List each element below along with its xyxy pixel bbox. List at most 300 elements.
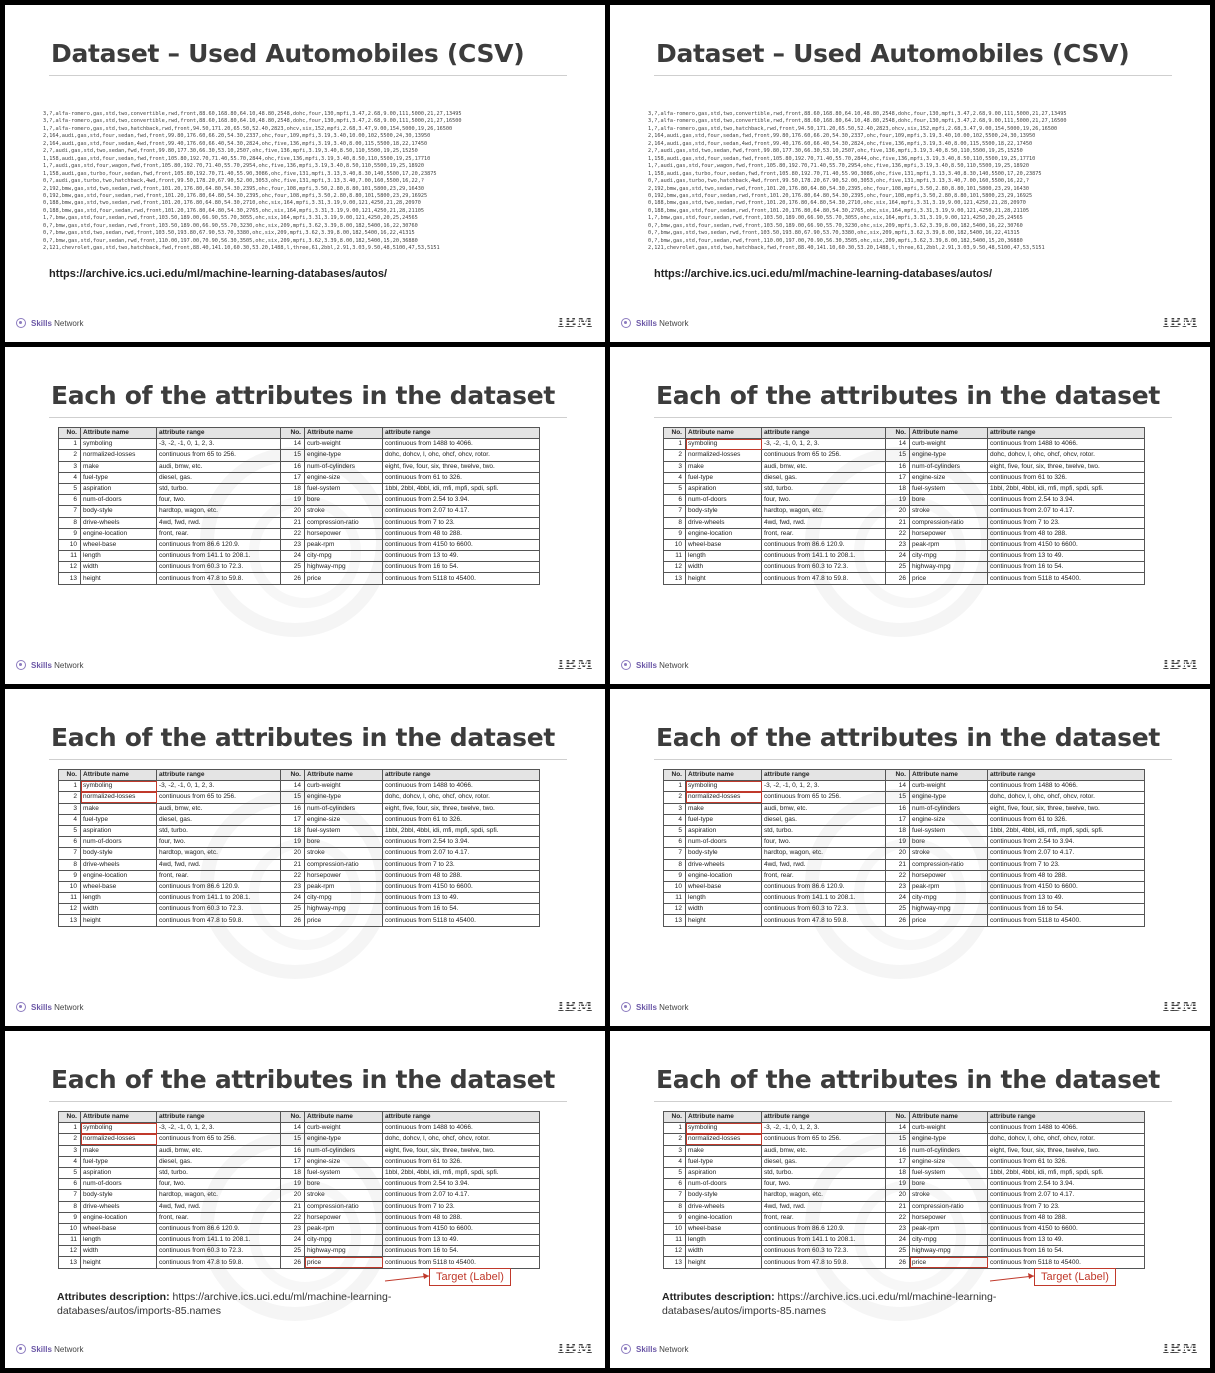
table-cell: audi, bmw, etc. bbox=[157, 461, 281, 472]
title-divider bbox=[49, 417, 567, 418]
table-cell: -3, -2, -1, 0, 1, 2, 3. bbox=[157, 1123, 281, 1134]
column-header: No. bbox=[59, 428, 81, 439]
slide-title: Each of the attributes in the dataset bbox=[51, 381, 556, 410]
table-cell: continuous from 5118 to 45400. bbox=[988, 915, 1145, 926]
table-cell: drive-wheels bbox=[686, 859, 762, 870]
table-cell: 18 bbox=[886, 1167, 910, 1178]
table-cell: 3 bbox=[664, 461, 686, 472]
table-cell: drive-wheels bbox=[81, 859, 157, 870]
table-cell: continuous from 13 to 49. bbox=[383, 893, 540, 904]
table-cell: engine-location bbox=[686, 870, 762, 881]
table-cell: continuous from 5118 to 45400. bbox=[383, 1257, 540, 1268]
table-cell: normalized-losses bbox=[81, 792, 157, 803]
table-row bbox=[59, 781, 540, 792]
footer-brand: Skills bbox=[31, 1002, 52, 1012]
table-cell: 2 bbox=[59, 792, 81, 803]
csv-row: 1,?,bmw,gas,std,four,sedan,rwd,front,103.50,189.00,66.90,55.70,3055,ohc,six,164,mpfi,3.31,3.19,9.00,121,4250,20,25,24565 bbox=[43, 215, 418, 222]
table-cell: num-of-cylinders bbox=[910, 461, 988, 472]
column-header: No. bbox=[281, 428, 305, 439]
table-cell: aspiration bbox=[81, 483, 157, 494]
table-cell: num-of-cylinders bbox=[305, 461, 383, 472]
table-row bbox=[664, 1179, 1145, 1190]
table-cell: continuous from 60.3 to 72.3. bbox=[157, 904, 281, 915]
table-cell: curb-weight bbox=[910, 439, 988, 450]
table-cell: 4 bbox=[59, 814, 81, 825]
table-cell: 7 bbox=[664, 506, 686, 517]
slide-title: Each of the attributes in the dataset bbox=[51, 723, 556, 752]
table-cell: aspiration bbox=[686, 1167, 762, 1178]
table-cell: fuel-type bbox=[686, 1156, 762, 1167]
table-cell: peak-rpm bbox=[910, 881, 988, 892]
table-cell: 6 bbox=[59, 495, 81, 506]
table-cell: continuous from 2.54 to 3.94. bbox=[988, 495, 1145, 506]
table-cell: continuous from 47.8 to 59.8. bbox=[157, 573, 281, 584]
column-header: No. bbox=[664, 770, 686, 781]
attributes-description bbox=[57, 1291, 417, 1318]
table-cell: 13 bbox=[59, 573, 81, 584]
table-cell: body-style bbox=[686, 1190, 762, 1201]
table-cell: engine-location bbox=[81, 528, 157, 539]
csv-row: 0,?,bmw,gas,std,four,sedan,rwd,front,103.50,189.00,66.90,55.70,3230,ohc,six,209,mpfi,3.62,3.39,8.00,182,5400,16,22,30760 bbox=[43, 222, 418, 229]
table-cell: continuous from 141.1 to 208.1. bbox=[762, 551, 886, 562]
table-cell: fuel-type bbox=[81, 814, 157, 825]
table-cell: 22 bbox=[886, 870, 910, 881]
table-cell: curb-weight bbox=[910, 1123, 988, 1134]
table-cell: eight, five, four, six, three, twelve, two. bbox=[383, 1145, 540, 1156]
table-row bbox=[59, 1257, 540, 1268]
table-cell: highway-mpg bbox=[305, 562, 383, 573]
table-row bbox=[664, 848, 1145, 859]
column-header: Attribute name bbox=[305, 1112, 383, 1123]
csv-row: 2,192,bmw,gas,std,two,sedan,rwd,front,101.20,176.80,64.80,54.30,2395,ohc,four,108,mpfi,3.50,2.80,8.80,101,5800,23,29,16430 bbox=[43, 185, 425, 192]
footer-brand: Skills bbox=[636, 318, 657, 328]
table-row bbox=[664, 562, 1145, 573]
table-cell: 4wd, fwd, rwd. bbox=[762, 859, 886, 870]
table-cell: 1 bbox=[664, 1123, 686, 1134]
ibm-logo: IBM bbox=[557, 657, 593, 673]
table-cell: 19 bbox=[886, 495, 910, 506]
table-cell: four, two. bbox=[762, 837, 886, 848]
table-cell: continuous from 47.8 to 59.8. bbox=[762, 573, 886, 584]
table-cell: body-style bbox=[686, 506, 762, 517]
footer-brand: Skills bbox=[636, 1344, 657, 1354]
table-cell: hardtop, wagon, etc. bbox=[762, 1190, 886, 1201]
table-row bbox=[59, 1223, 540, 1234]
table-row bbox=[664, 483, 1145, 494]
table-cell: highway-mpg bbox=[305, 904, 383, 915]
table-row bbox=[664, 539, 1145, 550]
table-cell: engine-type bbox=[910, 792, 988, 803]
table-cell: continuous from 2.54 to 3.94. bbox=[988, 837, 1145, 848]
table-cell: num-of-cylinders bbox=[305, 1145, 383, 1156]
table-cell: normalized-losses bbox=[686, 792, 762, 803]
footer-network: Network bbox=[659, 660, 689, 670]
table-cell: 1bbl, 2bbl, 4bbl, idi, mfi, mpfi, spdi, spfi. bbox=[383, 1167, 540, 1178]
table-cell: fuel-type bbox=[81, 1156, 157, 1167]
table-cell: continuous from 7 to 23. bbox=[988, 859, 1145, 870]
table-cell: 16 bbox=[886, 803, 910, 814]
table-cell: compression-ratio bbox=[305, 517, 383, 528]
csv-row: 1,158,audi,gas,std,four,sedan,fwd,front,105.80,192.70,71.40,55.70,2844,ohc,five,136,mpfi,3.19,3.40,8.50,110,5500,19,25,17710 bbox=[648, 155, 1036, 162]
column-header: No. bbox=[886, 428, 910, 439]
table-cell: continuous from 48 to 288. bbox=[383, 870, 540, 881]
table-cell: 4 bbox=[59, 472, 81, 483]
table-row bbox=[664, 1156, 1145, 1167]
table-cell: 7 bbox=[664, 848, 686, 859]
table-cell: 2 bbox=[664, 450, 686, 461]
table-cell: continuous from 65 to 256. bbox=[157, 792, 281, 803]
table-cell: 11 bbox=[664, 1235, 686, 1246]
table-cell: wheel-base bbox=[686, 1223, 762, 1234]
table-cell: num-of-cylinders bbox=[910, 1145, 988, 1156]
skills-network-icon bbox=[621, 1002, 631, 1012]
csv-row: 1,158,audi,gas,turbo,four,sedan,fwd,front,105.80,192.70,71.40,55.90,3086,ohc,five,131,mpfi,3.13,3.40,8.30,140,5500,17,20,23875 bbox=[43, 170, 437, 177]
table-cell: continuous from 86.6 120.9. bbox=[762, 1223, 886, 1234]
csv-row: 2,164,audi,gas,std,four,sedan,fwd,front,99.80,176.60,66.20,54.30,2337,ohc,four,109,mpfi,3.19,3.40,10.00,102,5500,24,30,13950 bbox=[648, 133, 1036, 140]
table-cell: 12 bbox=[664, 1246, 686, 1257]
description-url[interactable]: https://archive.ics.uci.edu/ml/machine-learning-databases/autos/imports-85.names bbox=[57, 1291, 392, 1317]
table-cell: continuous from 86.6 120.9. bbox=[762, 881, 886, 892]
table-row bbox=[664, 506, 1145, 517]
csv-row: 3,?,alfa-romero,gas,std,two,convertible,rwd,front,88.60,168.80,64.10,48.80,2548,dohc,four,130,mpfi,3.47,2.68,9.00,111,5000,21,27,16500 bbox=[648, 118, 1067, 125]
table-cell: 6 bbox=[59, 1179, 81, 1190]
table-cell: engine-location bbox=[686, 528, 762, 539]
table-cell: 25 bbox=[281, 562, 305, 573]
table-cell: continuous from 141.1 to 208.1. bbox=[157, 1235, 281, 1246]
csv-row: 3,?,alfa-romero,gas,std,two,convertible,rwd,front,88.60,168.80,64.10,48.80,2548,dohc,four,130,mpfi,3.47,2.68,9.00,111,5000,21,27,13495 bbox=[648, 111, 1067, 117]
attributes-table bbox=[58, 769, 540, 927]
table-cell: continuous from 1488 to 4066. bbox=[988, 781, 1145, 792]
table-cell: eight, five, four, six, three, twelve, two. bbox=[988, 803, 1145, 814]
table-cell: height bbox=[81, 573, 157, 584]
table-cell: 6 bbox=[664, 837, 686, 848]
table-cell: price bbox=[910, 573, 988, 584]
table-cell: 17 bbox=[886, 472, 910, 483]
table-row bbox=[664, 450, 1145, 461]
table-cell: 25 bbox=[886, 904, 910, 915]
table-header-row bbox=[59, 770, 540, 781]
table-cell: continuous from 86.6 120.9. bbox=[157, 539, 281, 550]
column-header: attribute range bbox=[157, 1112, 281, 1123]
table-cell: 25 bbox=[281, 1246, 305, 1257]
table-cell: engine-type bbox=[305, 792, 383, 803]
slide-attributes bbox=[610, 1031, 1210, 1368]
table-cell: normalized-losses bbox=[686, 1134, 762, 1145]
table-cell: height bbox=[686, 1257, 762, 1268]
table-cell: continuous from 86.6 120.9. bbox=[157, 1223, 281, 1234]
table-cell: 4 bbox=[664, 1156, 686, 1167]
skills-network-logo bbox=[16, 318, 83, 328]
csv-row: 0,?,bmw,gas,std,four,sedan,rwd,front,103.50,189.00,66.90,55.70,3230,ohc,six,209,mpfi,3.62,3.39,8.00,182,5400,16,22,30760 bbox=[648, 222, 1023, 229]
table-row bbox=[59, 562, 540, 573]
table-cell: continuous from 61 to 326. bbox=[383, 814, 540, 825]
table-cell: continuous from 7 to 23. bbox=[988, 1201, 1145, 1212]
table-cell: continuous from 7 to 23. bbox=[988, 517, 1145, 528]
table-cell: 22 bbox=[281, 1212, 305, 1223]
csv-row: 1,?,alfa-romero,gas,std,two,hatchback,rwd,front,94.50,171.20,65.50,52.40,2823,ohcv,six,152,mpfi,2.68,3.47,9.00,154,5000,19,26,16500 bbox=[43, 125, 453, 132]
table-cell: width bbox=[81, 562, 157, 573]
table-cell: 20 bbox=[886, 848, 910, 859]
table-cell: bore bbox=[305, 1179, 383, 1190]
table-cell: continuous from 60.3 to 72.3. bbox=[157, 1246, 281, 1257]
csv-row: 1,?,bmw,gas,std,four,sedan,rwd,front,103.50,189.00,66.90,55.70,3055,ohc,six,164,mpfi,3.31,3.19,9.00,121,4250,20,25,24565 bbox=[648, 215, 1023, 222]
csv-row: 2,121,chevrolet,gas,std,two,hatchback,fwd,front,88.40,141.10,60.30,53.20,1488,l,three,61,2bbl,2.91,3.03,9.50,48,5100,47,53,5151 bbox=[648, 245, 1045, 252]
footer-brand: Skills bbox=[636, 1002, 657, 1012]
table-cell: engine-size bbox=[910, 1156, 988, 1167]
csv-row: 0,?,audi,gas,turbo,two,hatchback,4wd,front,99.50,178.20,67.90,52.00,3053,ohc,five,131,mpfi,3.13,3.40,7.00,160,5500,16,22,? bbox=[648, 178, 1030, 185]
table-cell: continuous from 61 to 326. bbox=[988, 814, 1145, 825]
table-cell: front, rear. bbox=[762, 528, 886, 539]
table-cell: continuous from 1488 to 4066. bbox=[383, 439, 540, 450]
table-cell: engine-type bbox=[910, 450, 988, 461]
column-header: attribute range bbox=[988, 1112, 1145, 1123]
table-cell: four, two. bbox=[157, 837, 281, 848]
table-cell: 2 bbox=[59, 1134, 81, 1145]
ibm-logo: IBM bbox=[1162, 315, 1198, 331]
csv-row: 2,121,chevrolet,gas,std,two,hatchback,fwd,front,88.40,141.10,60.30,53.20,1488,l,three,61,2bbl,2.91,3.03,9.50,48,5100,47,53,5151 bbox=[43, 245, 440, 252]
table-cell: 9 bbox=[59, 1212, 81, 1223]
title-divider bbox=[654, 75, 1172, 76]
csv-row: 3,?,alfa-romero,gas,std,two,convertible,rwd,front,88.60,168.80,64.10,48.80,2548,dohc,four,130,mpfi,3.47,2.68,9.00,111,5000,21,27,16500 bbox=[43, 118, 462, 125]
table-row bbox=[59, 792, 540, 803]
skills-network-icon bbox=[16, 1002, 26, 1012]
table-cell: engine-size bbox=[305, 1156, 383, 1167]
table-row bbox=[664, 1123, 1145, 1134]
table-cell: 24 bbox=[886, 551, 910, 562]
csv-row: 0,?,bmw,gas,std,four,sedan,rwd,front,110.00,197.00,70.90,56.30,3505,ohc,six,209,mpfi,3.62,3.39,8.00,182,5400,15,20,36880 bbox=[648, 237, 1023, 244]
table-cell: continuous from 65 to 256. bbox=[762, 792, 886, 803]
column-header: Attribute name bbox=[910, 1112, 988, 1123]
table-cell: 1bbl, 2bbl, 4bbl, idi, mfi, mpfi, spdi, spfi. bbox=[988, 825, 1145, 836]
table-cell: fuel-system bbox=[305, 483, 383, 494]
title-divider bbox=[654, 417, 1172, 418]
table-cell: 14 bbox=[281, 1123, 305, 1134]
column-header: No. bbox=[664, 428, 686, 439]
slide-dataset bbox=[5, 5, 605, 342]
table-cell: 14 bbox=[886, 1123, 910, 1134]
table-cell: compression-ratio bbox=[305, 1201, 383, 1212]
column-header: Attribute name bbox=[305, 770, 383, 781]
table-cell: stroke bbox=[910, 848, 988, 859]
table-cell: 9 bbox=[664, 528, 686, 539]
table-cell: city-mpg bbox=[910, 893, 988, 904]
table-row bbox=[664, 472, 1145, 483]
table-row bbox=[59, 848, 540, 859]
table-cell: 23 bbox=[886, 1223, 910, 1234]
table-cell: dohc, dohcv, l, ohc, ohcf, ohcv, rotor. bbox=[988, 792, 1145, 803]
table-cell: 19 bbox=[886, 1179, 910, 1190]
column-header: attribute range bbox=[157, 428, 281, 439]
table-cell: width bbox=[686, 1246, 762, 1257]
table-cell: -3, -2, -1, 0, 1, 2, 3. bbox=[157, 781, 281, 792]
table-cell: 11 bbox=[59, 551, 81, 562]
table-cell: hardtop, wagon, etc. bbox=[157, 506, 281, 517]
table-cell: continuous from 86.6 120.9. bbox=[762, 539, 886, 550]
table-cell: continuous from 141.1 to 208.1. bbox=[762, 893, 886, 904]
csv-row: 3,?,alfa-romero,gas,std,two,convertible,rwd,front,88.60,168.80,64.10,48.80,2548,dohc,four,130,mpfi,3.47,2.68,9.00,111,5000,21,27,13495 bbox=[43, 111, 462, 117]
table-cell: symboling bbox=[686, 439, 762, 450]
table-cell: height bbox=[686, 573, 762, 584]
table-cell: 19 bbox=[886, 837, 910, 848]
column-header: attribute range bbox=[383, 1112, 540, 1123]
table-cell: 17 bbox=[281, 1156, 305, 1167]
table-cell: diesel, gas. bbox=[157, 472, 281, 483]
skills-network-logo bbox=[16, 1002, 83, 1012]
table-cell: 21 bbox=[281, 1201, 305, 1212]
table-cell: continuous from 5118 to 45400. bbox=[988, 1257, 1145, 1268]
table-cell: 5 bbox=[664, 483, 686, 494]
ibm-logo: IBM bbox=[1162, 999, 1198, 1015]
table-header-row bbox=[59, 428, 540, 439]
column-header: Attribute name bbox=[81, 1112, 157, 1123]
description-url[interactable]: https://archive.ics.uci.edu/ml/machine-learning-databases/autos/imports-85.names bbox=[662, 1291, 997, 1317]
skills-network-icon bbox=[16, 1344, 26, 1354]
table-cell: diesel, gas. bbox=[157, 814, 281, 825]
table-cell: 19 bbox=[281, 837, 305, 848]
table-row bbox=[59, 439, 540, 450]
column-header: attribute range bbox=[988, 428, 1145, 439]
table-cell: continuous from 48 to 288. bbox=[383, 528, 540, 539]
table-cell: length bbox=[81, 893, 157, 904]
table-cell: 21 bbox=[886, 859, 910, 870]
footer-network: Network bbox=[54, 660, 84, 670]
table-cell: 1 bbox=[59, 781, 81, 792]
table-row bbox=[59, 825, 540, 836]
table-cell: hardtop, wagon, etc. bbox=[762, 848, 886, 859]
csv-row: 1,?,audi,gas,std,four,wagon,fwd,front,105.80,192.70,71.40,55.70,2954,ohc,five,136,mpfi,3.19,3.40,8.50,110,5500,19,25,18920 bbox=[43, 163, 425, 170]
table-cell: symboling bbox=[686, 1123, 762, 1134]
column-header: No. bbox=[281, 770, 305, 781]
table-cell: 16 bbox=[886, 1145, 910, 1156]
description-label: Attributes description: bbox=[57, 1291, 170, 1303]
csv-row: 0,192,bmw,gas,std,four,sedan,rwd,front,101.20,176.80,64.80,54.30,2395,ohc,four,108,mpfi,3.50,2.80,8.80,101,5800,23,29,16925 bbox=[43, 192, 428, 199]
table-cell: 22 bbox=[281, 870, 305, 881]
table-cell: continuous from 7 to 23. bbox=[383, 859, 540, 870]
table-cell: wheel-base bbox=[81, 1223, 157, 1234]
table-cell: 1 bbox=[59, 1123, 81, 1134]
table-row bbox=[59, 814, 540, 825]
table-cell: body-style bbox=[81, 506, 157, 517]
table-row bbox=[664, 1145, 1145, 1156]
slide-title: Each of the attributes in the dataset bbox=[51, 1065, 556, 1094]
table-cell: horsepower bbox=[305, 528, 383, 539]
dataset-url[interactable]: https://archive.ics.uci.edu/ml/machine-learning-databases/autos/ bbox=[49, 268, 388, 280]
column-header: Attribute name bbox=[81, 428, 157, 439]
table-cell: 23 bbox=[281, 1223, 305, 1234]
csv-row: 1,158,audi,gas,std,four,sedan,fwd,front,105.80,192.70,71.40,55.70,2844,ohc,five,136,mpfi,3.19,3.40,8.50,110,5500,19,25,17710 bbox=[43, 155, 431, 162]
table-cell: continuous from 4150 to 6600. bbox=[383, 1223, 540, 1234]
table-cell: make bbox=[81, 461, 157, 472]
table-cell: continuous from 5118 to 45400. bbox=[383, 573, 540, 584]
table-cell: width bbox=[81, 904, 157, 915]
table-cell: num-of-doors bbox=[81, 1179, 157, 1190]
table-cell: continuous from 1488 to 4066. bbox=[988, 1123, 1145, 1134]
table-cell: city-mpg bbox=[305, 551, 383, 562]
column-header: No. bbox=[59, 770, 81, 781]
table-cell: num-of-doors bbox=[686, 1179, 762, 1190]
table-cell: continuous from 4150 to 6600. bbox=[383, 881, 540, 892]
table-cell: 3 bbox=[664, 803, 686, 814]
table-cell: fuel-type bbox=[81, 472, 157, 483]
table-cell: aspiration bbox=[81, 1167, 157, 1178]
column-header: No. bbox=[886, 1112, 910, 1123]
footer-network: Network bbox=[659, 318, 689, 328]
table-row bbox=[664, 814, 1145, 825]
column-header: Attribute name bbox=[686, 428, 762, 439]
table-cell: front, rear. bbox=[157, 870, 281, 881]
table-cell: four, two. bbox=[157, 1179, 281, 1190]
table-cell: eight, five, four, six, three, twelve, two. bbox=[383, 461, 540, 472]
table-row bbox=[59, 483, 540, 494]
table-cell: 18 bbox=[281, 1167, 305, 1178]
table-cell: 21 bbox=[886, 517, 910, 528]
table-cell: continuous from 61 to 326. bbox=[988, 1156, 1145, 1167]
table-header-row bbox=[664, 770, 1145, 781]
table-cell: 6 bbox=[59, 837, 81, 848]
table-cell: 24 bbox=[886, 1235, 910, 1246]
table-cell: audi, bmw, etc. bbox=[762, 461, 886, 472]
table-cell: height bbox=[81, 1257, 157, 1268]
table-cell: city-mpg bbox=[305, 893, 383, 904]
csv-row: 2,164,audi,gas,std,four,sedan,4wd,front,99.40,176.60,66.40,54.30,2824,ohc,five,136,mpfi,3.19,3.40,8.00,115,5500,18,22,17450 bbox=[43, 140, 428, 147]
table-cell: engine-type bbox=[305, 450, 383, 461]
table-cell: make bbox=[686, 803, 762, 814]
dataset-url[interactable]: https://archive.ics.uci.edu/ml/machine-learning-databases/autos/ bbox=[654, 268, 993, 280]
table-cell: continuous from 4150 to 6600. bbox=[988, 539, 1145, 550]
table-cell: 21 bbox=[886, 1201, 910, 1212]
table-row bbox=[59, 1179, 540, 1190]
table-cell: continuous from 141.1 to 208.1. bbox=[157, 551, 281, 562]
table-cell: aspiration bbox=[686, 483, 762, 494]
table-cell: continuous from 2.07 to 4.17. bbox=[383, 506, 540, 517]
attributes-table bbox=[663, 427, 1145, 585]
table-cell: eight, five, four, six, three, twelve, two. bbox=[988, 1145, 1145, 1156]
table-cell: peak-rpm bbox=[305, 539, 383, 550]
table-row bbox=[664, 904, 1145, 915]
slide-dataset bbox=[610, 5, 1210, 342]
table-cell: make bbox=[81, 803, 157, 814]
attributes-description bbox=[662, 1291, 1022, 1318]
table-cell: fuel-system bbox=[910, 483, 988, 494]
table-cell: fuel-system bbox=[910, 825, 988, 836]
table-cell: width bbox=[81, 1246, 157, 1257]
table-row bbox=[59, 495, 540, 506]
table-cell: 23 bbox=[281, 539, 305, 550]
table-cell: curb-weight bbox=[305, 439, 383, 450]
table-cell: engine-type bbox=[305, 1134, 383, 1145]
table-cell: dohc, dohcv, l, ohc, ohcf, ohcv, rotor. bbox=[383, 1134, 540, 1145]
table-cell: front, rear. bbox=[157, 528, 281, 539]
table-cell: continuous from 16 to 54. bbox=[383, 904, 540, 915]
table-cell: audi, bmw, etc. bbox=[157, 803, 281, 814]
table-cell: 15 bbox=[886, 1134, 910, 1145]
table-cell: 17 bbox=[281, 472, 305, 483]
table-cell: engine-size bbox=[910, 472, 988, 483]
table-row bbox=[664, 870, 1145, 881]
table-cell: fuel-system bbox=[910, 1167, 988, 1178]
footer-network: Network bbox=[54, 1344, 84, 1354]
table-row bbox=[664, 1223, 1145, 1234]
table-cell: stroke bbox=[910, 1190, 988, 1201]
table-cell: 26 bbox=[281, 915, 305, 926]
table-cell: height bbox=[81, 915, 157, 926]
table-header-row bbox=[664, 428, 1145, 439]
table-cell: continuous from 2.07 to 4.17. bbox=[383, 848, 540, 859]
column-header: attribute range bbox=[762, 770, 886, 781]
table-cell: std, turbo. bbox=[157, 483, 281, 494]
table-cell: height bbox=[686, 915, 762, 926]
table-cell: 13 bbox=[664, 573, 686, 584]
